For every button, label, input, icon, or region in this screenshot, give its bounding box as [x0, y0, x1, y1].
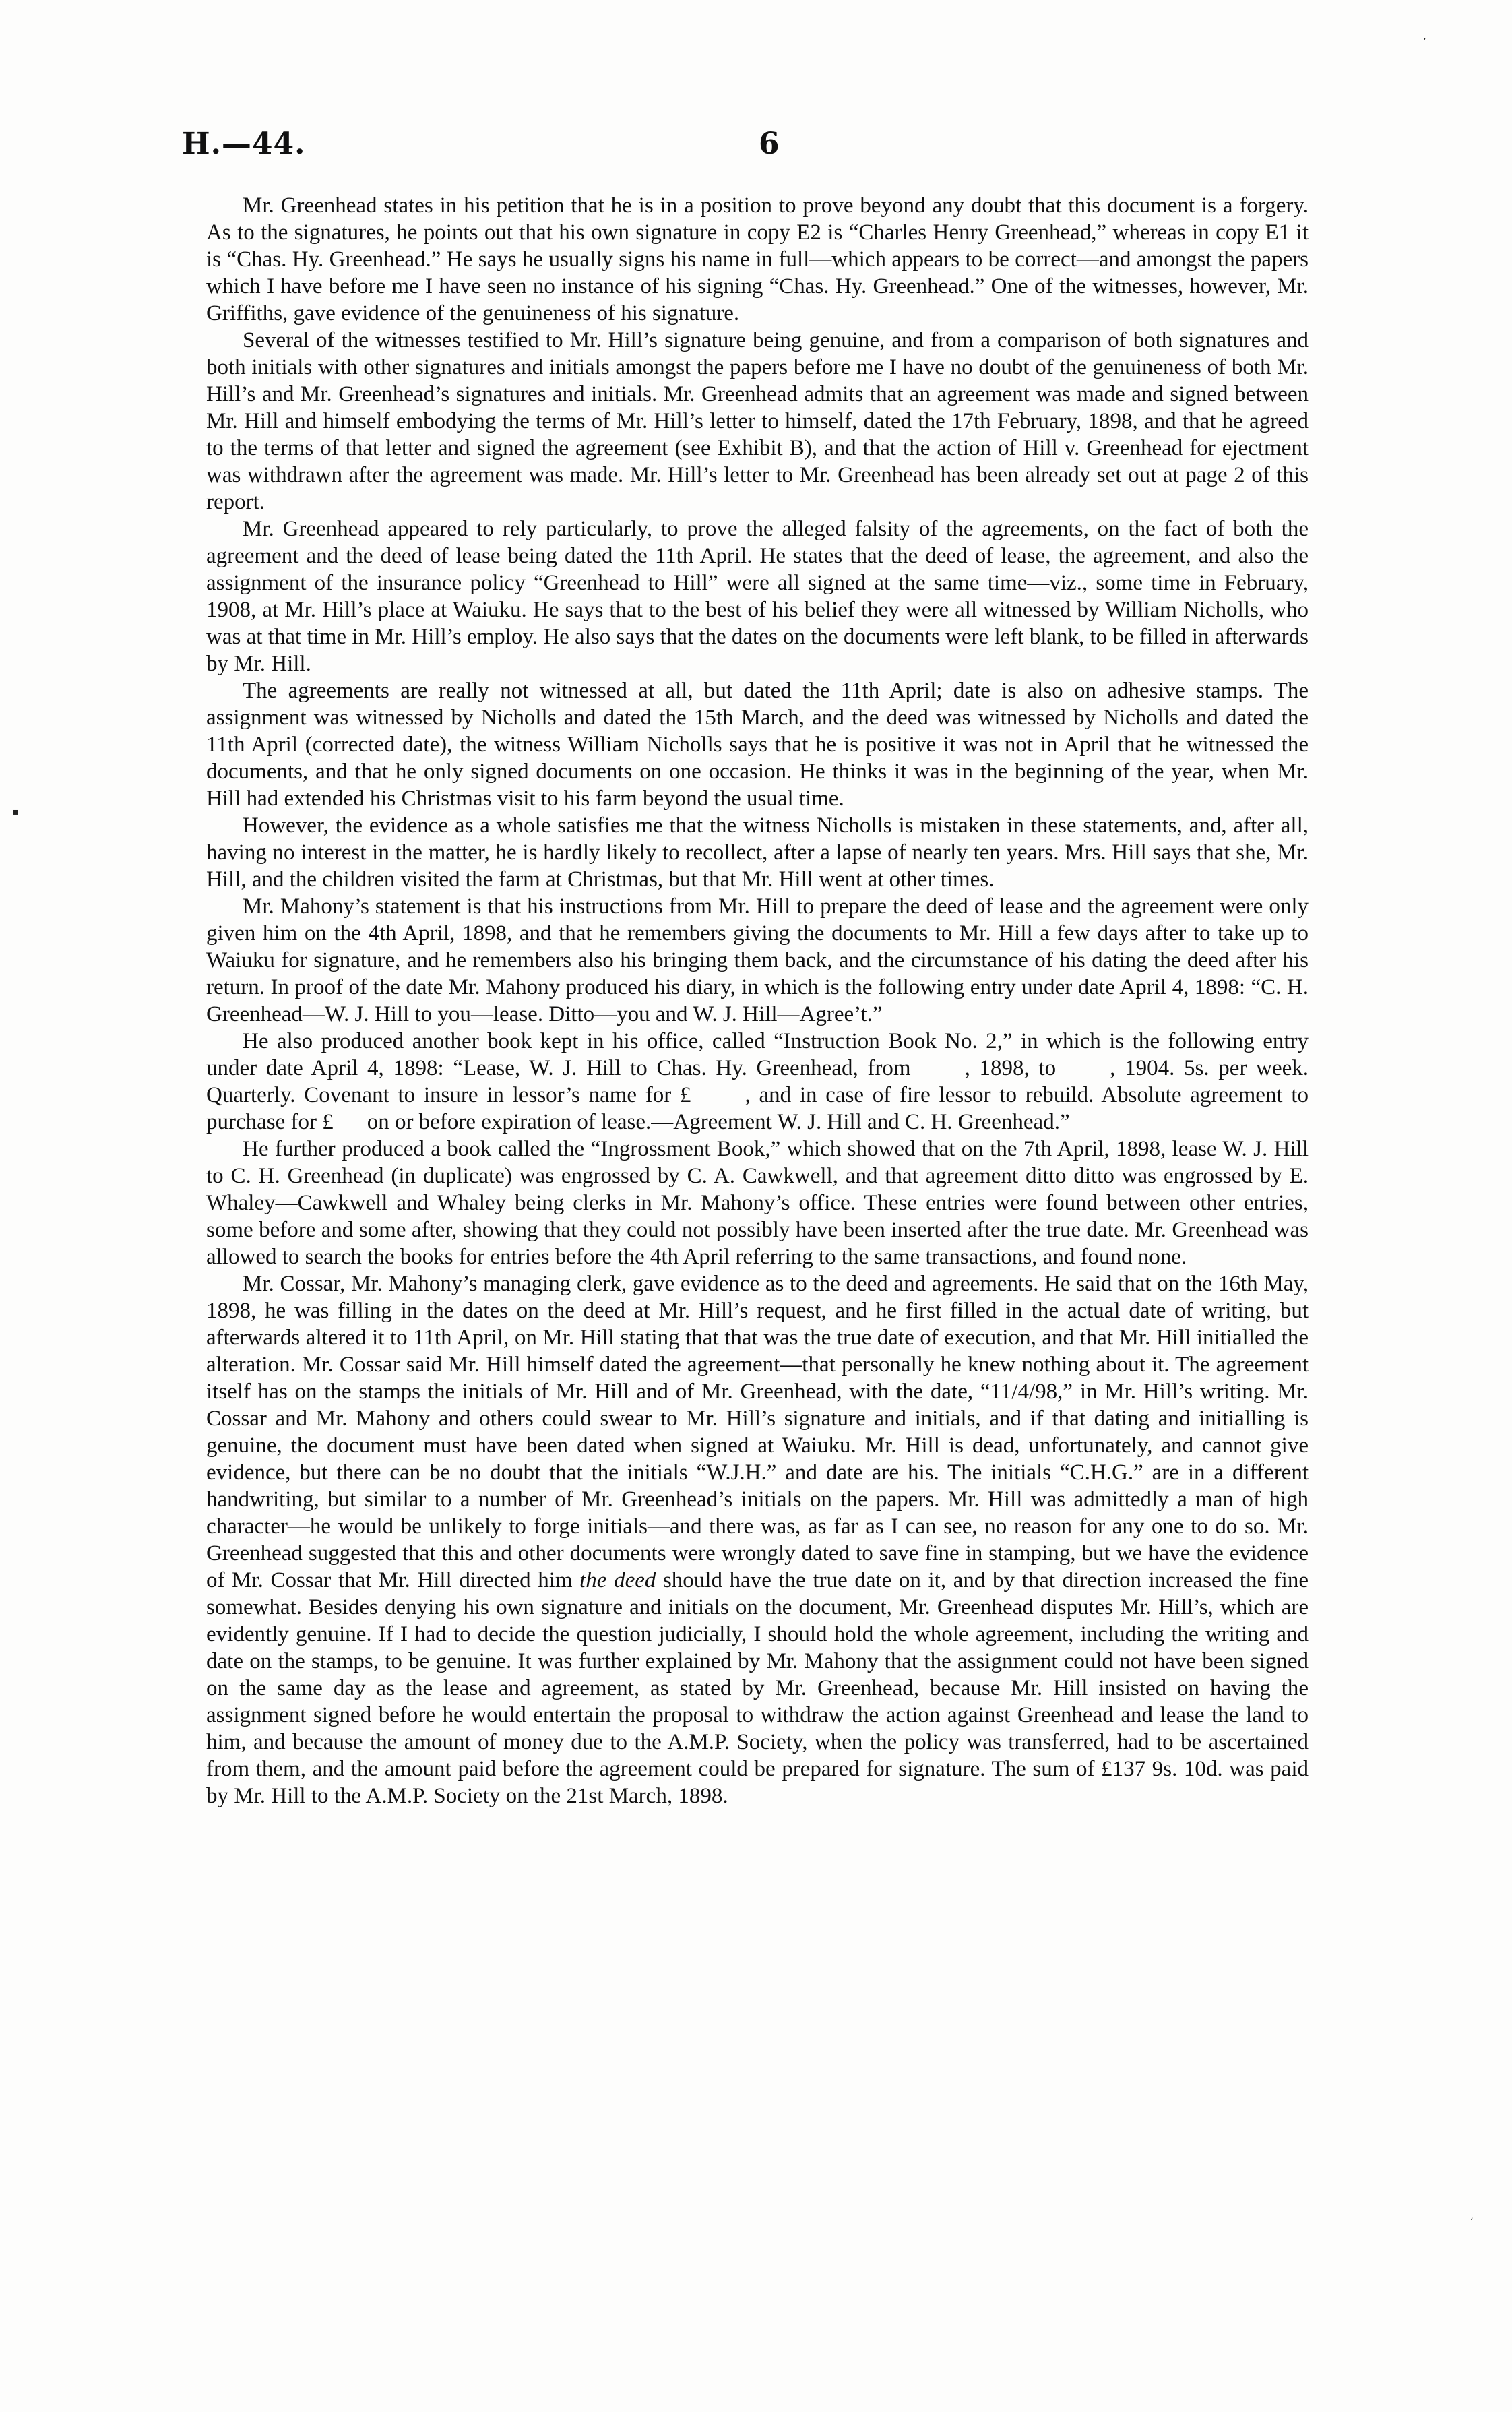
paragraph — [206, 1028, 1309, 1136]
paragraph: Mr. Mahony’s statement is that his instructions from Mr. Hill to prepare the deed of lease and the agreement were only given him on the 4th April, 1898, and that he remembers giving the documents to Mr. Hill a few days after to take up to Waiuku for signature, and he remembers also his bringing them back, and the circumstance of his dating the deed after his return. In proof of the date Mr. Mahony produced his diary, in which is the following entry under date April 4, 1898: “C. H. Greenhead—W. J. Hill to you—lease. Ditto—you and W. J. Hill—Agree’t.” — [206, 894, 1309, 1026]
body-text — [206, 192, 1309, 1810]
paragraph: The agreements are really not witnessed at all, but dated the 11th April; date is also on adhesive stamps. The assignment was witnessed by Nicholls and dated the 15th March, and the deed was witnessed by Nicholls and dated the 11th April (corrected date), the witness William Nicholls says that he is positive it was not in April that he witnessed the documents, and that he only signed documents on one occasion. He thinks it was in the beginning of the year, when Mr. Hill had extended his Christmas visit to his farm beyond the usual time. — [206, 679, 1309, 811]
paragraph: However, the evidence as a whole satisfies me that the witness Nicholls is mistaken in these statements, and, after all, having no interest in the matter, he is hardly likely to recollect, after a lapse of nearly ten years. Mrs. Hill says that she, Mr. Hill, and the children visited the farm at Christmas, but that Mr. Hill went at other times. — [206, 813, 1309, 892]
text-run: , and in case of fire lessor to rebuild. Absolute agreement to purchase for £ — [206, 1083, 1309, 1134]
text-run: Mr. Cossar, Mr. Mahony’s managing clerk, gave evidence as to the deed and agreements. He said that on the 16th May, 1898, he was filling in the dates on the deed at Mr. Hill’s request, and he first filled in the actual date of writing, but afterwards altered it to 11th April, on Mr. Hill stating that that was the true date of execution, and that Mr. Hill initialled the alteration. Mr. Cossar said Mr. Hill himself dated the agreement—that personally he knew nothing about it. The agreement itself has on the stamps the initials of Mr. Hill and of Mr. Greenhead, with the date, “11/4/98,” in Mr. Hill’s writing. Mr. Cossar and Mr. Mahony and others could swear to Mr. Hill’s signature and initials, and if that dating and initialling is genuine, the document must have been dated when signed at Waiuku. Mr. Hill is dead, unfortunately, and cannot give evidence, but there can be no doubt that the initials “W.J.H.” and date are his. The initials “C.H.G.” are in a different handwriting, but similar to a number of Mr. Greenhead’s initials on the papers. Mr. Hill was admittedly a man of high character—he would be unlikely to forge initials—and there was, as far as I can see, no reason for any one to do so. Mr. Greenhead suggested that this and other documents were wrongly dated to save fine in stamping, but we have the evidence of Mr. Cossar that Mr. Hill directed him — [206, 1272, 1309, 1592]
text-run: , 1898, to — [964, 1056, 1057, 1080]
text-run: He also produced another book kept in his office, called “Instruction Book No. 2,” in which is the following entry under date April 4, 1898: “Lease, W. J. Hill to Chas. Hy. Greenhead, from — [206, 1029, 1309, 1080]
scan-speck: ’ — [1423, 37, 1426, 48]
paragraph: Mr. Greenhead appeared to rely particularly, to prove the alleged falsity of the agreements, on the fact of both the agreement and the deed of lease being dated the 11th April. He states that the deed of lease, the agreement, and also the assignment of the insurance policy “Greenhead to Hill” were all signed at the same time—viz., some time in February, 1908, at Mr. Hill’s place at Waiuku. He says that to the best of his belief they were all witnessed by William Nicholls, who was at that time in Mr. Hill’s employ. He also says that the dates on the documents were left blank, to be filled in afterwards by Mr. Hill. — [206, 517, 1309, 676]
italic-run: the deed — [579, 1568, 656, 1592]
text-run: on or before expiration of lease.—Agreement W. J. Hill and C. H. Greenhead.” — [367, 1110, 1070, 1134]
page-number: 6 — [759, 127, 780, 161]
text-run: should have the true date on it, and by that direction increased the fine somewhat. Besides denying his own signature and initials on the document, Mr. Greenhead disputes Mr. Hill’s, which are evidently genuine. If I had to decide the question judicially, I should hold the whole agreement, including the writing and date on the stamps, to be genuine. It was further explained by Mr. Mahony that the assignment could not have been signed on the same day as the lease and agreement, as stated by Mr. Greenhead, because Mr. Hill insisted on having the assignment signed before he would entertain the proposal to withdraw the action against Greenhead and lease the land to him, and because the amount of money due to the A.M.P. Society, when the policy was transferred, had to be ascertained from them, and the amount paid before the agreement could be prepared for signature. The sum of £137 9s. 10d. was paid by Mr. Hill to the A.M.P. Society on the 21st March, 1898. — [206, 1568, 1309, 1808]
paragraph: He further produced a book called the “Ingrossment Book,” which showed that on the 7th April, 1898, lease W. J. Hill to C. H. Greenhead (in duplicate) was engrossed by C. A. Cawkwell, and that agreement ditto ditto was engrossed by E. Whaley—Cawkwell and Whaley being clerks in Mr. Mahony’s office. These entries were found between other entries, some before and some after, showing that they could not possibly have been inserted after the true date. Mr. Greenhead was allowed to search the books for entries before the 4th April referring to the same transactions, and found none. — [206, 1137, 1309, 1269]
scan-speck: ’ — [1470, 2217, 1474, 2227]
scan-speck: ▪ — [12, 807, 19, 817]
paragraph: Mr. Greenhead states in his petition that he is in a position to prove beyond any doubt that this document is a forgery. As to the signatures, he points out that his own signature in copy E2 is “Charles Henry Greenhead,” whereas in copy E1 it is “Chas. Hy. Greenhead.” He says he usually signs his name in full—which appears to be correct—and amongst the papers which I have before me I have seen no instance of his signing “Chas. Hy. Greenhead.” One of the witnesses, however, Mr. Griffiths, gave evidence of the genuineness of his signature. — [206, 193, 1309, 326]
paragraph: Several of the witnesses testified to Mr. Hill’s signature being genuine, and from a comparison of both signatures and both initials with other signatures and initials amongst the papers before me I have no doubt of the genuineness of both Mr. Hill’s and Mr. Greenhead’s signatures and initials. Mr. Greenhead admits that an agreement was made and signed between Mr. Hill and himself embodying the terms of Mr. Hill’s letter to himself, dated the 17th February, 1898, and that he agreed to the terms of that letter and signed the agreement (see Exhibit B), and that the action of Hill v. Greenhead for ejectment was withdrawn after the agreement was made. Mr. Hill’s letter to Mr. Greenhead has been already set out at page 2 of this report. — [206, 328, 1309, 514]
text-run: , 1904. 5s. per week. Quarterly. Covenant to insure in lessor’s name for £ — [206, 1056, 1309, 1107]
paragraph — [206, 1270, 1309, 1810]
report-reference: H.—44. — [182, 127, 306, 161]
